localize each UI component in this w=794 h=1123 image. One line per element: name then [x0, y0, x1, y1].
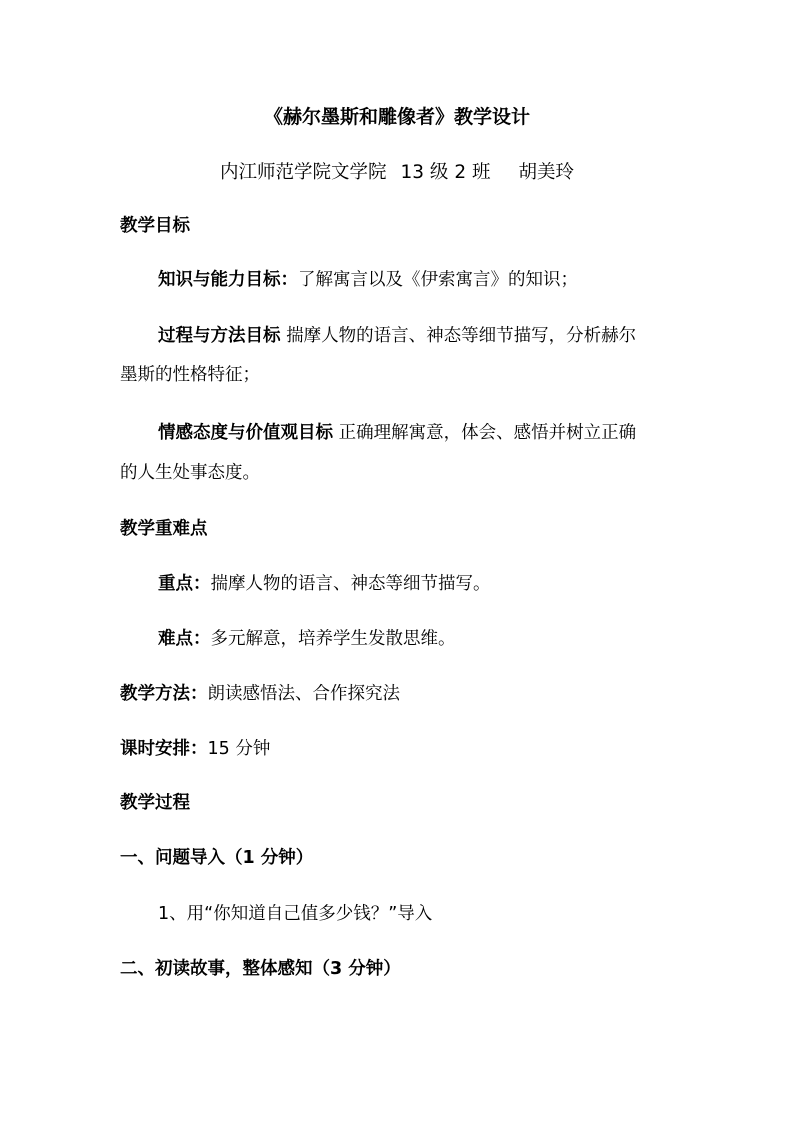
step1-item: 1、用“你知道自己值多少钱？”导入	[158, 904, 433, 924]
schedule-text: 15 分钟	[207, 739, 271, 759]
objective-knowledge-text: 了解寓言以及《伊索寓言》的知识；	[298, 270, 578, 290]
teaching-method-text: 朗读感悟法、合作探究法	[207, 684, 400, 704]
author-line	[0, 164, 794, 183]
objective-process-line2: 墨斯的性格特征；	[120, 365, 260, 385]
objective-knowledge-label: 知识与能力目标：	[158, 270, 298, 290]
difficult-point	[158, 631, 456, 649]
difficult-point-label: 难点：	[158, 629, 211, 649]
author-school: 内江师范学院文学院	[220, 162, 387, 183]
objective-process-label: 过程与方法目标	[158, 326, 281, 346]
objective-emotion-line2: 的人生处事态度。	[120, 463, 260, 483]
author-name: 胡美玲	[518, 162, 574, 183]
objective-knowledge	[158, 272, 578, 290]
key-point-text: 揣摩人物的语言、神态等细节描写。	[210, 574, 491, 594]
objectives-heading: 教学目标	[120, 216, 190, 236]
key-point	[158, 576, 491, 594]
step2-heading: 二、初读故事，整体感知（3 分钟）	[120, 959, 401, 979]
objective-emotion-line1	[158, 425, 636, 443]
schedule	[120, 741, 270, 759]
process-heading: 教学过程	[120, 793, 190, 813]
document-title: 《赫尔墨斯和雕像者》教学设计	[263, 106, 530, 128]
teaching-method-label: 教学方法：	[120, 684, 208, 704]
objective-process-line1	[158, 328, 636, 346]
difficult-point-text: 多元解意，培养学生发散思维。	[210, 629, 456, 649]
objective-emotion-text1: 正确理解寓意，体会、感悟并树立正确	[338, 423, 637, 443]
objective-emotion-label: 情感态度与价值观目标	[158, 423, 333, 443]
key-points-heading: 教学重难点	[120, 519, 208, 539]
step1-heading: 一、问题导入（1 分钟）	[120, 848, 314, 868]
schedule-label: 课时安排：	[120, 739, 208, 759]
key-point-label: 重点：	[158, 574, 211, 594]
author-class: 13 级 2 班	[400, 162, 491, 183]
objective-process-text1: 揣摩人物的语言、神态等细节描写，分析赫尔	[286, 326, 637, 346]
teaching-method	[120, 686, 400, 704]
